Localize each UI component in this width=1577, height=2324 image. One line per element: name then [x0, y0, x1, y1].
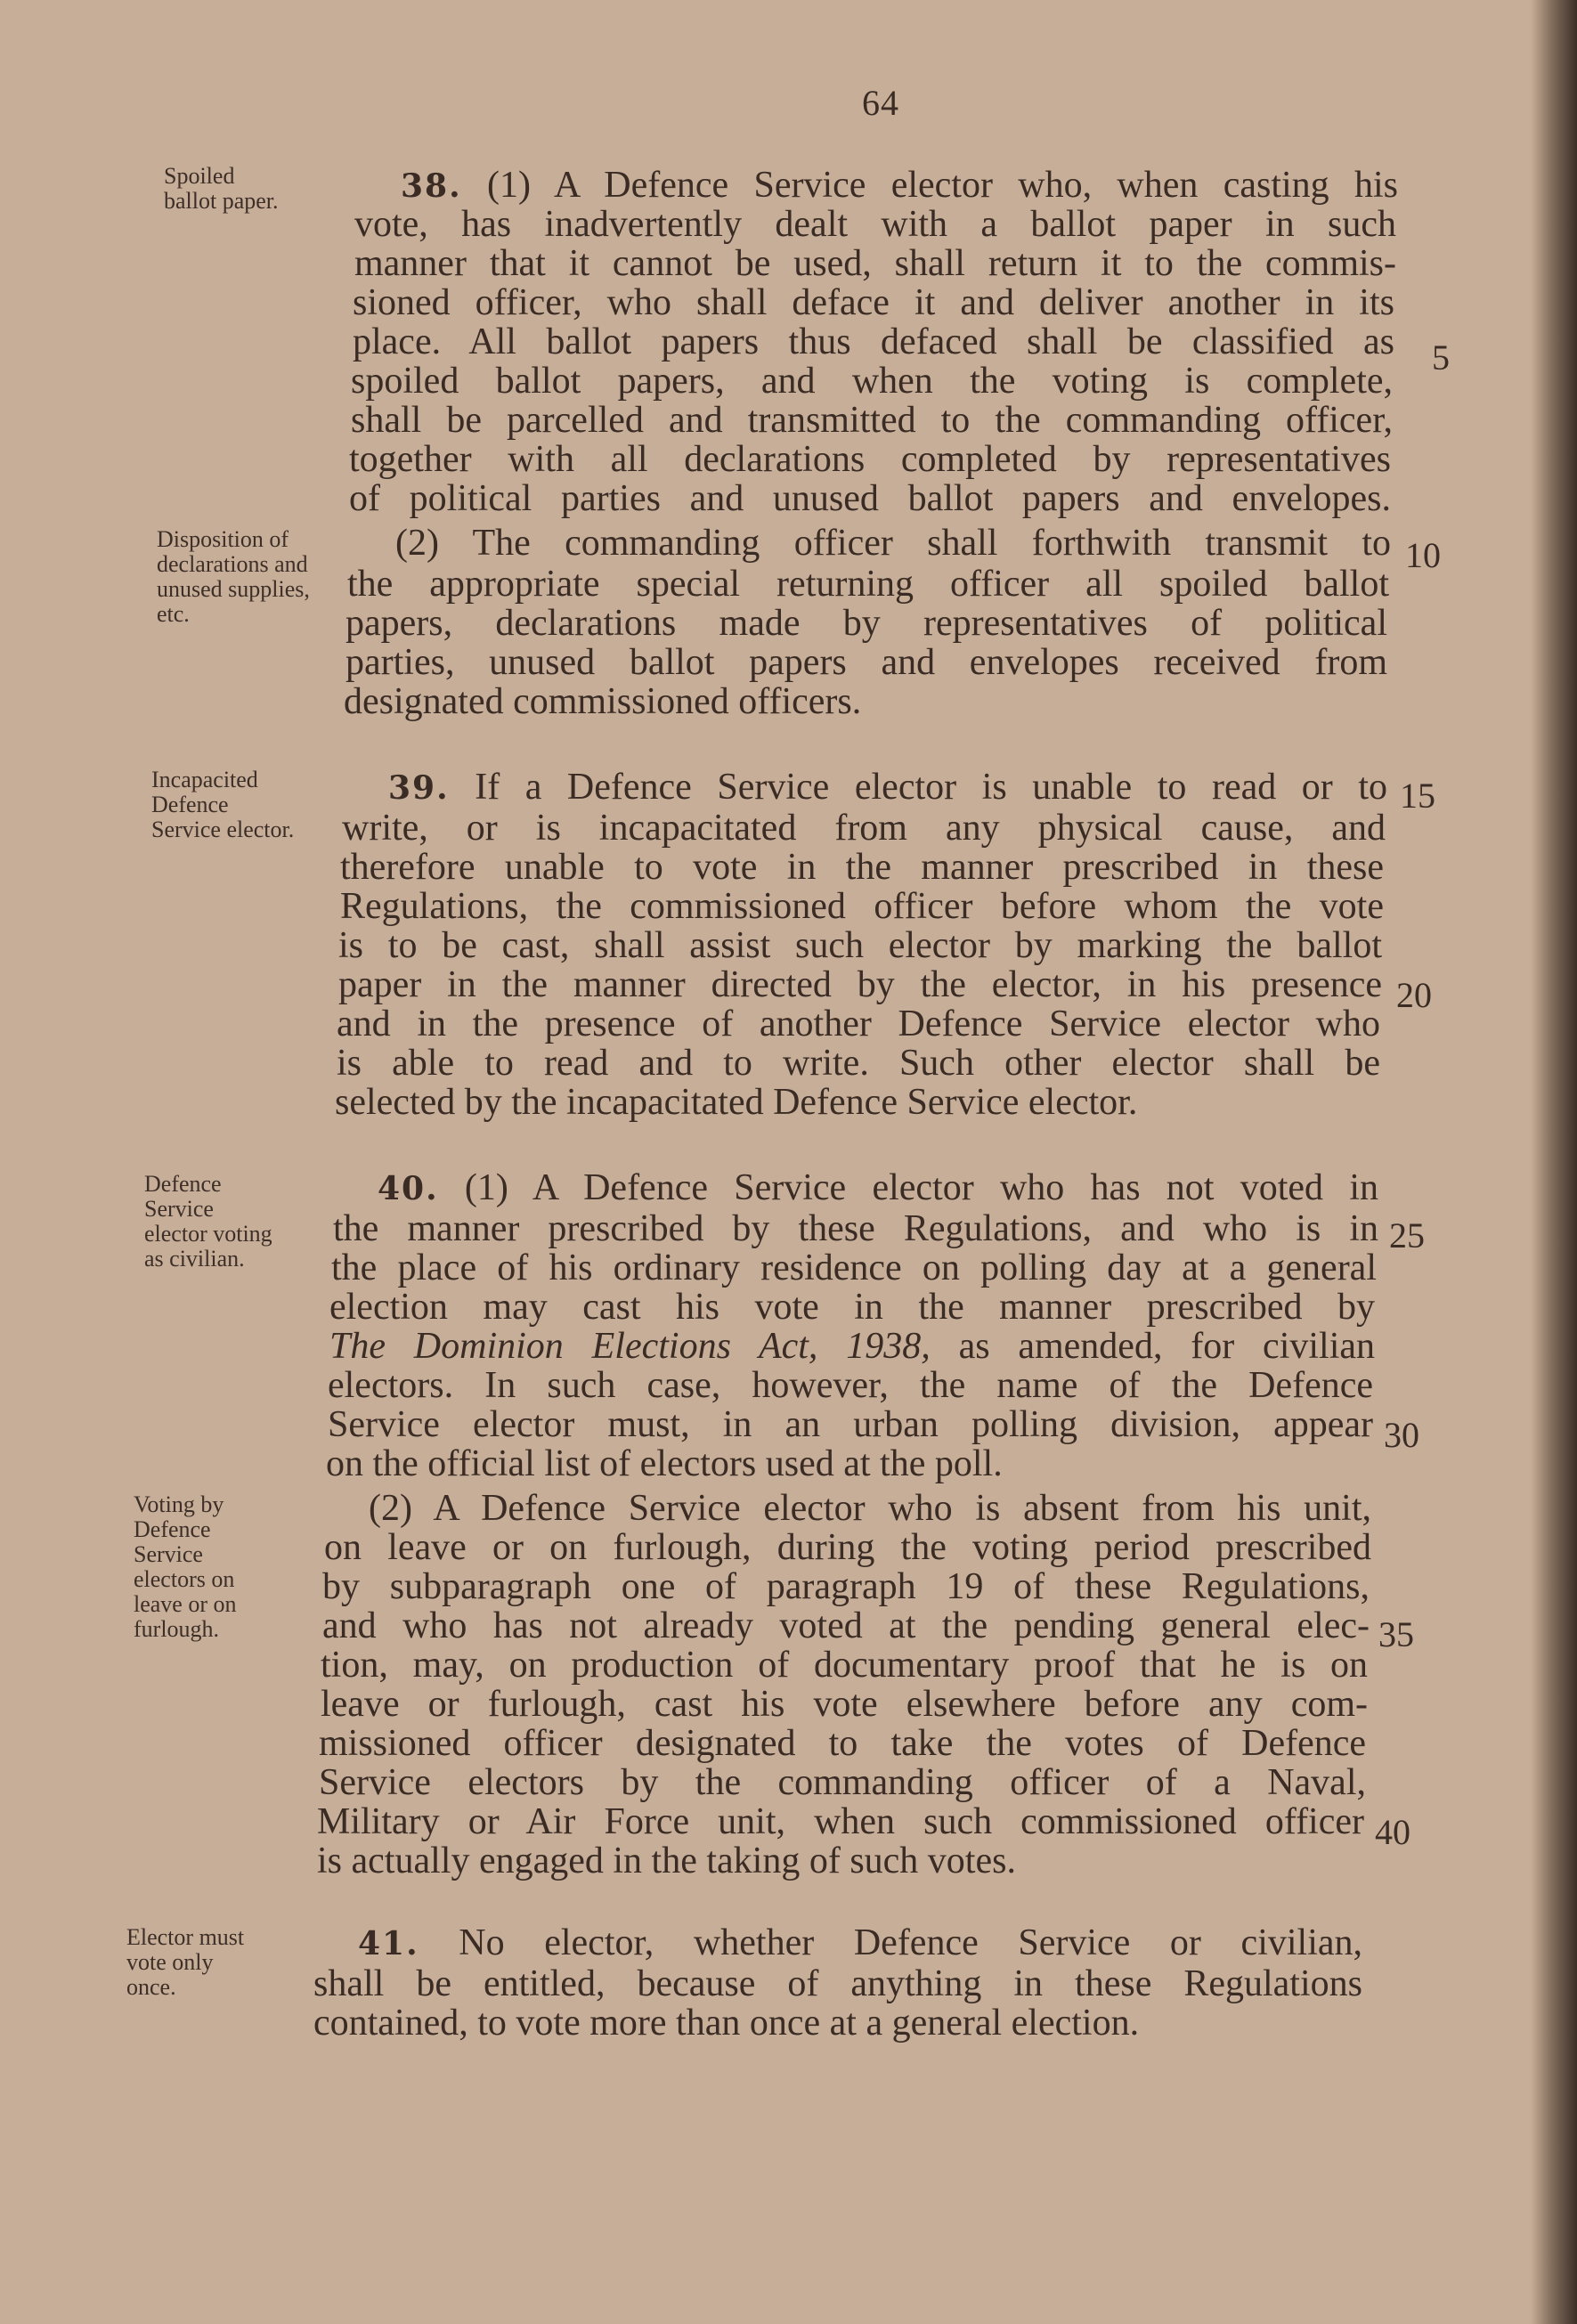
body-line: by subparagraph one of paragraph 19 of these Regulations, [322, 1566, 1370, 1607]
body-line: together with all declarations completed by representatives [349, 439, 1391, 480]
margin-note-spoiled-ballot: Spoiled ballot paper. [164, 163, 279, 214]
body-line: on leave or on furlough, during the voting period prescribed [324, 1527, 1371, 1568]
body-line: manner that it cannot be used, shall return it to the commis- [354, 243, 1396, 284]
body-line: tion, may, on production of documentary proof that he is on [321, 1645, 1368, 1686]
body-line: Regulations, the commissioned officer before whom the vote [340, 886, 1384, 927]
line-number: 25 [1389, 1215, 1425, 1255]
margin-note-civilian: Defence Service elector voting as civilian. [144, 1171, 272, 1272]
body-line: sioned officer, who shall deface it and deliver another in its [353, 282, 1394, 323]
line-number: 30 [1384, 1415, 1419, 1455]
body-line: therefore unable to vote in the manner prescribed in these [340, 847, 1384, 888]
body-line: place. All ballot papers thus defaced shall be classified as [353, 321, 1394, 362]
body-line: 38. (1) A Defence Service elector who, when casting his [401, 165, 1399, 206]
body-line: is to be cast, shall assist such elector by marking the ballot [338, 925, 1382, 966]
body-line: shall be entitled, because of anything in these Regulations [313, 1963, 1362, 2004]
body-line: paper in the manner directed by the elector, in his presence [338, 964, 1382, 1005]
body-line: on the official list of electors used at the poll. [326, 1443, 1003, 1484]
body-line: vote, has inadvertently dealt with a ballot paper in such [354, 204, 1396, 245]
body-line: and in the presence of another Defence Service elector who [337, 1004, 1380, 1044]
line-number: 15 [1400, 776, 1435, 816]
body-line: The Dominion Elections Act, 1938, as amended, for civilian [329, 1326, 1376, 1367]
body-line: papers, declarations made by representatives of political [345, 603, 1387, 644]
body-line: Service elector must, in an urban polling division, appear [328, 1404, 1373, 1445]
body-line: (2) A Defence Service elector who is absent from his unit, [369, 1488, 1371, 1529]
line-number: 40 [1375, 1812, 1410, 1852]
body-line: selected by the incapacitated Defence Service elector. [335, 1082, 1138, 1123]
body-line: 40. (1) A Defence Service elector who has not voted in [378, 1167, 1378, 1208]
body-line: shall be parcelled and transmitted to the commanding officer, [351, 400, 1393, 441]
body-line: the appropriate special returning officer all spoiled ballot [347, 564, 1389, 605]
margin-note-disposition: Disposition of declarations and unused supplies, etc. [157, 526, 310, 627]
body-line: spoiled ballot papers, and when the voting is complete, [351, 361, 1393, 402]
page-edge-shadow [1531, 0, 1577, 2324]
body-line: Military or Air Force unit, when such commissioned officer [317, 1801, 1364, 1842]
body-line: designated commissioned officers. [344, 681, 862, 722]
line-number: 5 [1432, 337, 1450, 378]
section-number: 41. [358, 1925, 419, 1962]
margin-note-vote-once: Elector must vote only once. [126, 1924, 245, 2000]
body-line: 39. If a Defence Service elector is unable to read or to [388, 767, 1388, 808]
body-line: the place of his ordinary residence on polling day at a general [331, 1247, 1377, 1288]
body-line: missioned officer designated to take the votes of Defence [319, 1723, 1366, 1764]
page-number: 64 [862, 83, 899, 123]
section-number: 39. [388, 769, 450, 807]
line-number: 35 [1378, 1614, 1414, 1654]
section-number: 40. [378, 1170, 439, 1207]
body-line: election may cast his vote in the manner prescribed by [329, 1287, 1375, 1328]
body-line: of political parties and unused ballot papers and envelopes. [349, 478, 1391, 519]
act-title: The Dominion Elections Act, 1938, [329, 1326, 931, 1367]
margin-note-furlough: Voting by Defence Service electors on leave or on furlough. [134, 1491, 237, 1642]
margin-note-incapacitated: Incapacited Defence Service elector. [151, 767, 295, 842]
body-line: contained, to vote more than once at a general election. [313, 2003, 1140, 2044]
line-number: 10 [1405, 535, 1441, 575]
section-number: 38. [401, 167, 462, 205]
body-line: (2) The commanding officer shall forthwith transmit to [395, 523, 1391, 564]
body-line: electors. In such case, however, the name of the Defence [328, 1365, 1373, 1406]
line-number: 20 [1396, 975, 1432, 1015]
body-line: the manner prescribed by these Regulations, and who is in [333, 1208, 1378, 1249]
body-line: is able to read and to write. Such other elector shall be [337, 1043, 1380, 1084]
body-line: write, or is incapacitated from any physical cause, and [342, 808, 1386, 849]
body-line: leave or furlough, cast his vote elsewhere before any com- [321, 1684, 1368, 1725]
body-line: parties, unused ballot papers and envelopes received from [345, 642, 1387, 683]
body-line: and who has not already voted at the pending general elec- [322, 1605, 1370, 1646]
body-line: 41. No elector, whether Defence Service or civilian, [358, 1922, 1363, 1963]
body-line: Service electors by the commanding officer of a Naval, [319, 1762, 1366, 1803]
body-line: is actually engaged in the taking of such votes. [317, 1841, 1016, 1881]
